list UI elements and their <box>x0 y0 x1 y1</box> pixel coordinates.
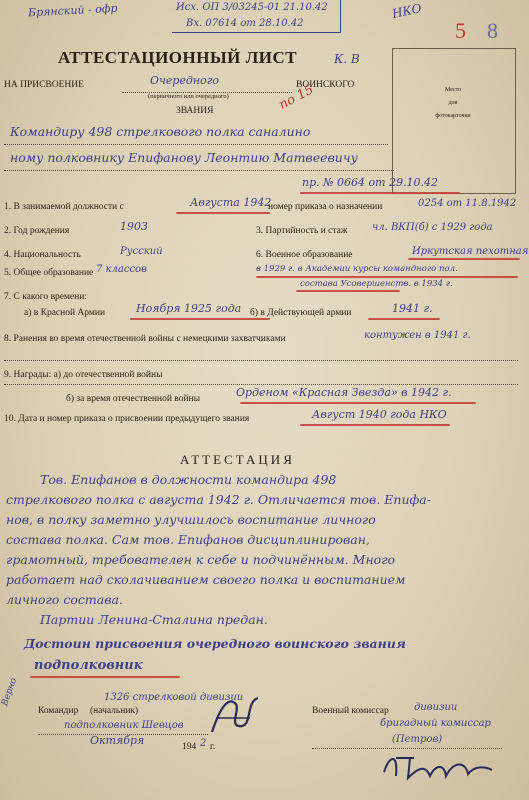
attestation-line: стрелкового полка с августа 1942 г. Отличается тов. Епифа- <box>6 492 431 507</box>
attestation-line: работает над сколачиванием своего полка и воспитанием <box>6 572 406 587</box>
field-8-value: контужен в 1941 г. <box>364 330 471 341</box>
commissar-unit: дивизии <box>414 702 458 713</box>
commander-label: Командир <box>38 706 79 716</box>
incoming-reference: Вх. 07614 от 28.10.42 <box>186 18 304 29</box>
document-title: АТТЕСТАЦИОННЫЙ ЛИСТ <box>58 48 298 67</box>
rank-word: ЗВАНИЯ <box>176 106 214 116</box>
field-6-value-3: состава Усовершенств. в 1934 г. <box>300 279 453 289</box>
field-7b-label: б) в Действующей армии <box>250 308 352 318</box>
red-margin-mark: по 15 <box>276 82 317 113</box>
field-9b-label: б) за время отечественной войны <box>66 394 201 404</box>
kv-mark: К. В <box>334 52 360 66</box>
field-8-label: 8. Ранения во время отечественной войны с немецкими захватчиками <box>4 334 286 344</box>
field-6-value-2: в 1929 г. в Академии курсы командного пол. <box>256 264 458 274</box>
field-9b-value: Орденом «Красная Звезда» в 1942 г. <box>236 386 452 399</box>
assignment-suffix: ВОИНСКОГО <box>296 80 355 90</box>
nko-stamp: НКО <box>390 1 423 21</box>
field-10-label: 10. Дата и номер приказа о присвоении предыдущего звания <box>4 414 250 424</box>
signature-date-printed: 194 <box>182 742 197 752</box>
assignment-prefix: НА ПРИСВОЕНИЕ <box>4 80 84 90</box>
attestation-line: нов, в полку заметно улучшилось воспитание личного <box>6 512 376 527</box>
subject-line-1: Командиру 498 стрелкового полка саналино <box>10 124 311 139</box>
signature-date-suffix: г. <box>210 742 216 752</box>
field-6-value-1: Иркутская пехотная <box>412 246 529 257</box>
field-10-value: Август 1940 года НКО <box>312 408 447 421</box>
field-7b-value: 1941 г. <box>392 302 433 315</box>
subject-line-2: ному полковнику Епифанову Леонтию Матвеевичу <box>10 150 358 165</box>
attestation-line: грамотный, требователен к себе и подчинённым. Много <box>6 552 396 567</box>
assignment-value: Очередного <box>150 74 219 87</box>
order-reference: пр. № 0664 от 29.10.42 <box>302 176 439 189</box>
commissar-signature <box>380 748 500 788</box>
attestation-line: Тов. Епифанов в должности командира 498 <box>40 472 337 487</box>
attestation-line: Достоин присвоения очередного воинского звания <box>24 636 406 651</box>
field-7-label: 7. С какого времени: <box>4 292 88 302</box>
commander-name: подполковник Шевцов <box>64 720 184 731</box>
field-1-order-value: 0254 от 11.8.1942 <box>418 198 517 209</box>
field-1-label: 1. В занимаемой должности с <box>4 202 124 212</box>
field-3-value: чл. ВКП(б) с 1929 года <box>372 222 493 233</box>
field-7a-label: а) в Красной Армии <box>24 308 106 318</box>
field-2-label: 2. Год рождения <box>4 226 70 236</box>
attestation-line: Партии Ленина-Сталина предан. <box>40 612 268 627</box>
page-number: 5 <box>455 18 466 43</box>
commander-unit: 1326 стрелковой дивизии <box>104 692 244 703</box>
assignment-hint: (первичного или очередного) <box>148 93 229 100</box>
commissar-label: Военный комиссар <box>312 706 389 716</box>
field-9-label: 9. Награды: а) до отечественной войны <box>4 370 163 380</box>
field-6-label: 6. Военное образование <box>256 250 353 260</box>
field-5-value: 7 классов <box>96 264 147 275</box>
commissar-rank: бригадный комиссар <box>380 718 491 729</box>
commissar-name: (Петров) <box>392 734 443 745</box>
outgoing-reference: Исх. ОП 3/03245-01 21.10.42 <box>176 2 328 13</box>
commander-label-2: (начальник) <box>90 706 139 716</box>
field-4-label: 4. Национальность <box>4 250 81 260</box>
signature-date-month: Октября <box>90 734 145 747</box>
photo-placeholder-label: Место для фотокарточки <box>435 87 471 119</box>
attestation-heading: АТТЕСТАЦИЯ <box>180 452 295 467</box>
left-margin-note: Верно <box>0 676 20 708</box>
attestation-line: состава полка. Сам тов. Епифанов дисциплинирован, <box>6 532 370 547</box>
field-7a-value: Ноября 1925 года <box>136 302 242 315</box>
field-1-order-label: номер приказа о назначении <box>268 202 383 212</box>
field-3-label: 3. Партийность и стаж <box>256 226 348 236</box>
page-number-secondary: 8 <box>487 18 498 43</box>
signature-date-year: 2 <box>200 738 207 749</box>
commander-signature <box>206 688 266 748</box>
attestation-line: личного состава. <box>6 592 123 607</box>
field-1-value: Августа 1942 <box>190 196 272 209</box>
field-2-value: 1903 <box>120 220 148 233</box>
field-5-label: 5. Общее образование <box>4 268 94 278</box>
field-4-value: Русский <box>120 246 163 257</box>
attestation-line: подполковник <box>34 658 143 673</box>
top-left-note: Брянский - офр <box>27 1 118 20</box>
